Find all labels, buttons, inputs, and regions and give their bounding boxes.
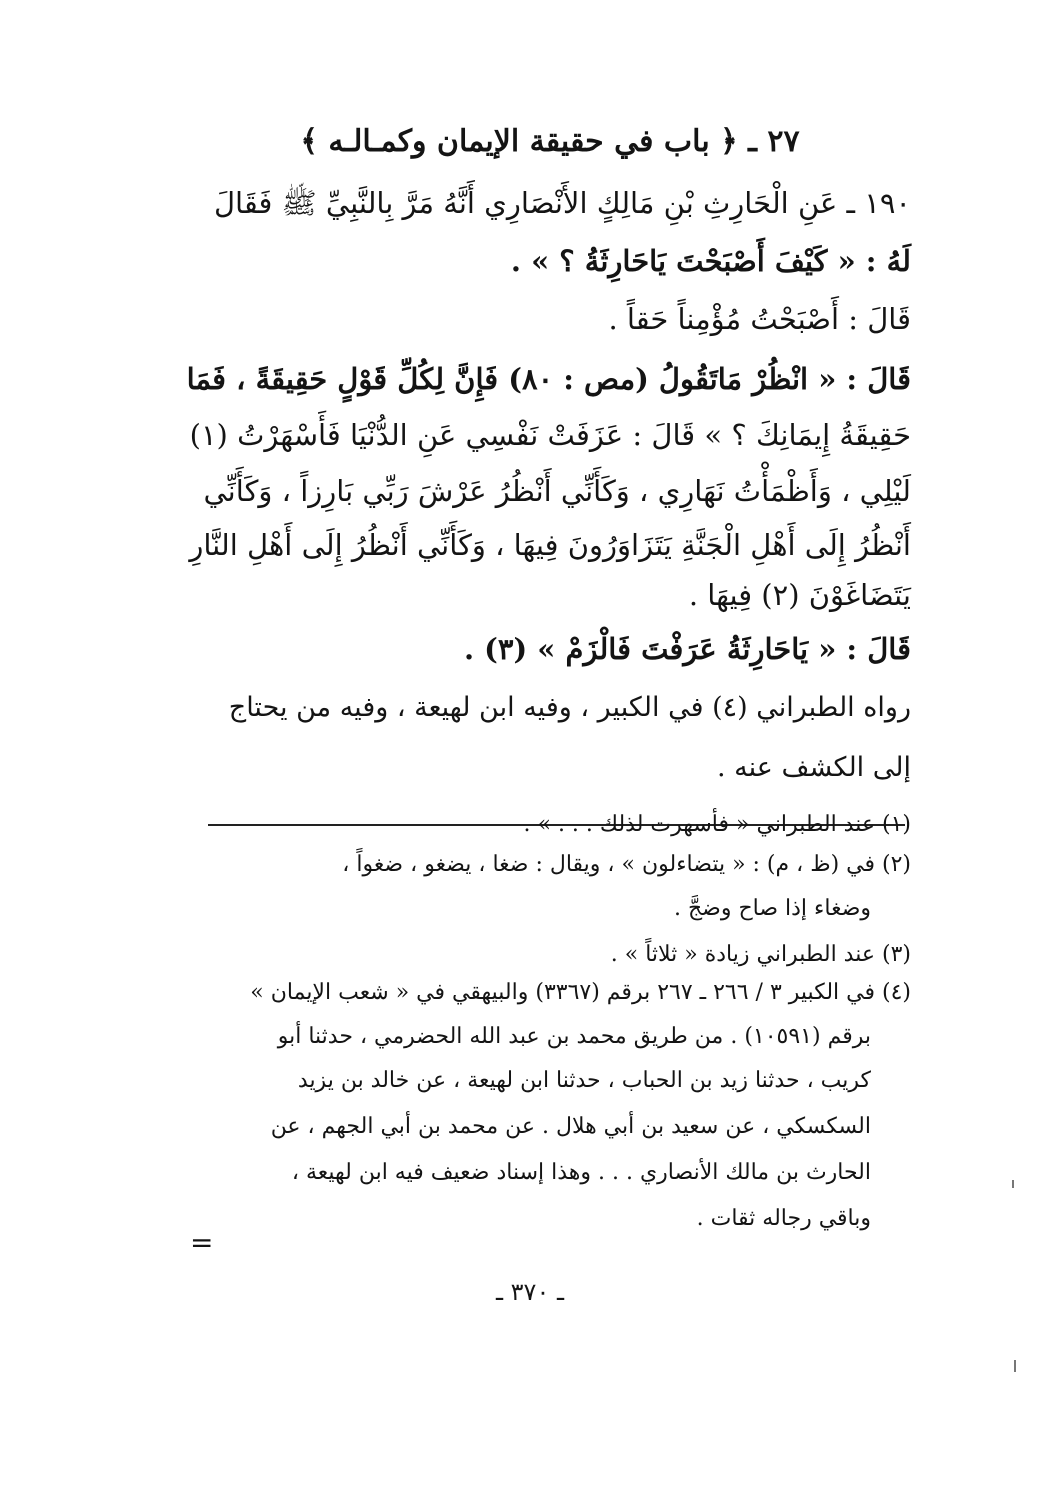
hadith-line-5: حَقِيقَةُ إِيمَانِكَ ؟ » قَالَ : عَزَفَتْ نَفْسِي عَنِ الدُّنْيَا فَأَسْهَرْتُ (١) (189, 418, 911, 452)
hadith-line-9: قَالَ : « يَاحَارِثَةُ عَرَفْتَ فَالْزَمْ » (٣) . (463, 632, 911, 666)
chapter-heading: ٢٧ ـ ﴿ باب في حقيقة الإيمان وكمـالـه ﴾ (300, 124, 800, 159)
footnote-4-line-3: كريب ، حدثنا زيد بن الحباب ، حدثنا ابن لهيعة ، عن خالد بن يزيد (297, 1068, 871, 1093)
hadith-line-8: يَتَضَاغَوْنَ (٢) فِيهَا . (688, 578, 911, 612)
footnote-4-line-2: برقم (١٠٥٩١) . من طريق محمد بن عبد الله الحضرمي ، حدثنا أبو (277, 1024, 871, 1049)
footnote-3: (٣) عند الطبراني زيادة « ثلاثاً » . (610, 942, 911, 967)
scan-speck (1014, 1360, 1016, 1372)
footnote-1: (١) عند الطبراني « فأسهرت لذلك . . . » . (523, 812, 911, 837)
footnote-4-line-6: وباقي رجاله ثقات . (696, 1206, 871, 1231)
footnote-4: (٤) في الكبير ٣ / ٢٦٦ ـ ٢٦٧ برقم (٣٣٦٧) والبيهقي في « شعب الإيمان » (250, 980, 911, 1005)
scan-speck (1012, 1180, 1014, 1188)
hadith-line-1: ١٩٠ ـ عَنِ الْحَارِثِ بْنِ مَالِكٍ الأَنْصَارِي أَنَّهُ مَرَّ بِالنَّبِيِّ ﷺ فَقَالَ (213, 186, 911, 220)
footnote-2-cont: وضغاء إذا صاح وضجَّ . (673, 896, 871, 921)
hadith-line-2: لَهُ : « كَيْفَ أَصْبَحْتَ يَاحَارِثَةُ ؟ » . (510, 244, 911, 278)
hadith-line-6: لَيْلِي ، وَأَظْمَأْتُ نَهَارِي ، وَكَأَنِّي أَنْظُرُ عَرْشَ رَبِّي بَارِزاً ، وَكَأَنِّي (203, 474, 911, 508)
margin-mark: = (190, 1226, 214, 1259)
narration-line-1: رواه الطبراني (٤) في الكبير ، وفيه ابن لهيعة ، وفيه من يحتاج (228, 692, 911, 723)
hadith-line-3: قَالَ : أَصْبَحْتُ مُؤْمِناً حَقاً . (608, 302, 911, 336)
hadith-line-7: أَنْظُرُ إِلَى أَهْلِ الْجَنَّةِ يَتَزَاوَرُونَ فِيهَا ، وَكَأَنِّي أَنْظُرُ إِلَى أَهْلِ النَّارِ (189, 528, 911, 562)
footnote-4-line-5: الحارث بن مالك الأنصاري . . . وهذا إسناد ضعيف فيه ابن لهيعة ، (291, 1160, 871, 1185)
hadith-line-4: قَالَ : « انْظُرْ مَاتَقُولُ (مص : ٨٠) فَإِنَّ لِكُلِّ قَوْلٍ حَقِيقَةً ، فَمَا (186, 362, 911, 396)
page-number: ـ ٣٧٠ ـ (495, 1278, 564, 1306)
narration-line-2: إلى الكشف عنه . (717, 752, 911, 783)
footnote-2: (٢) في (ظ ، م) : « يتضاءلون » ، ويقال : ضغا ، يضغو ، ضغواً ، (342, 852, 911, 877)
footnote-4-line-4: السكسكي ، عن سعيد بن أبي هلال . عن محمد بن أبي الجهم ، عن (270, 1114, 871, 1139)
